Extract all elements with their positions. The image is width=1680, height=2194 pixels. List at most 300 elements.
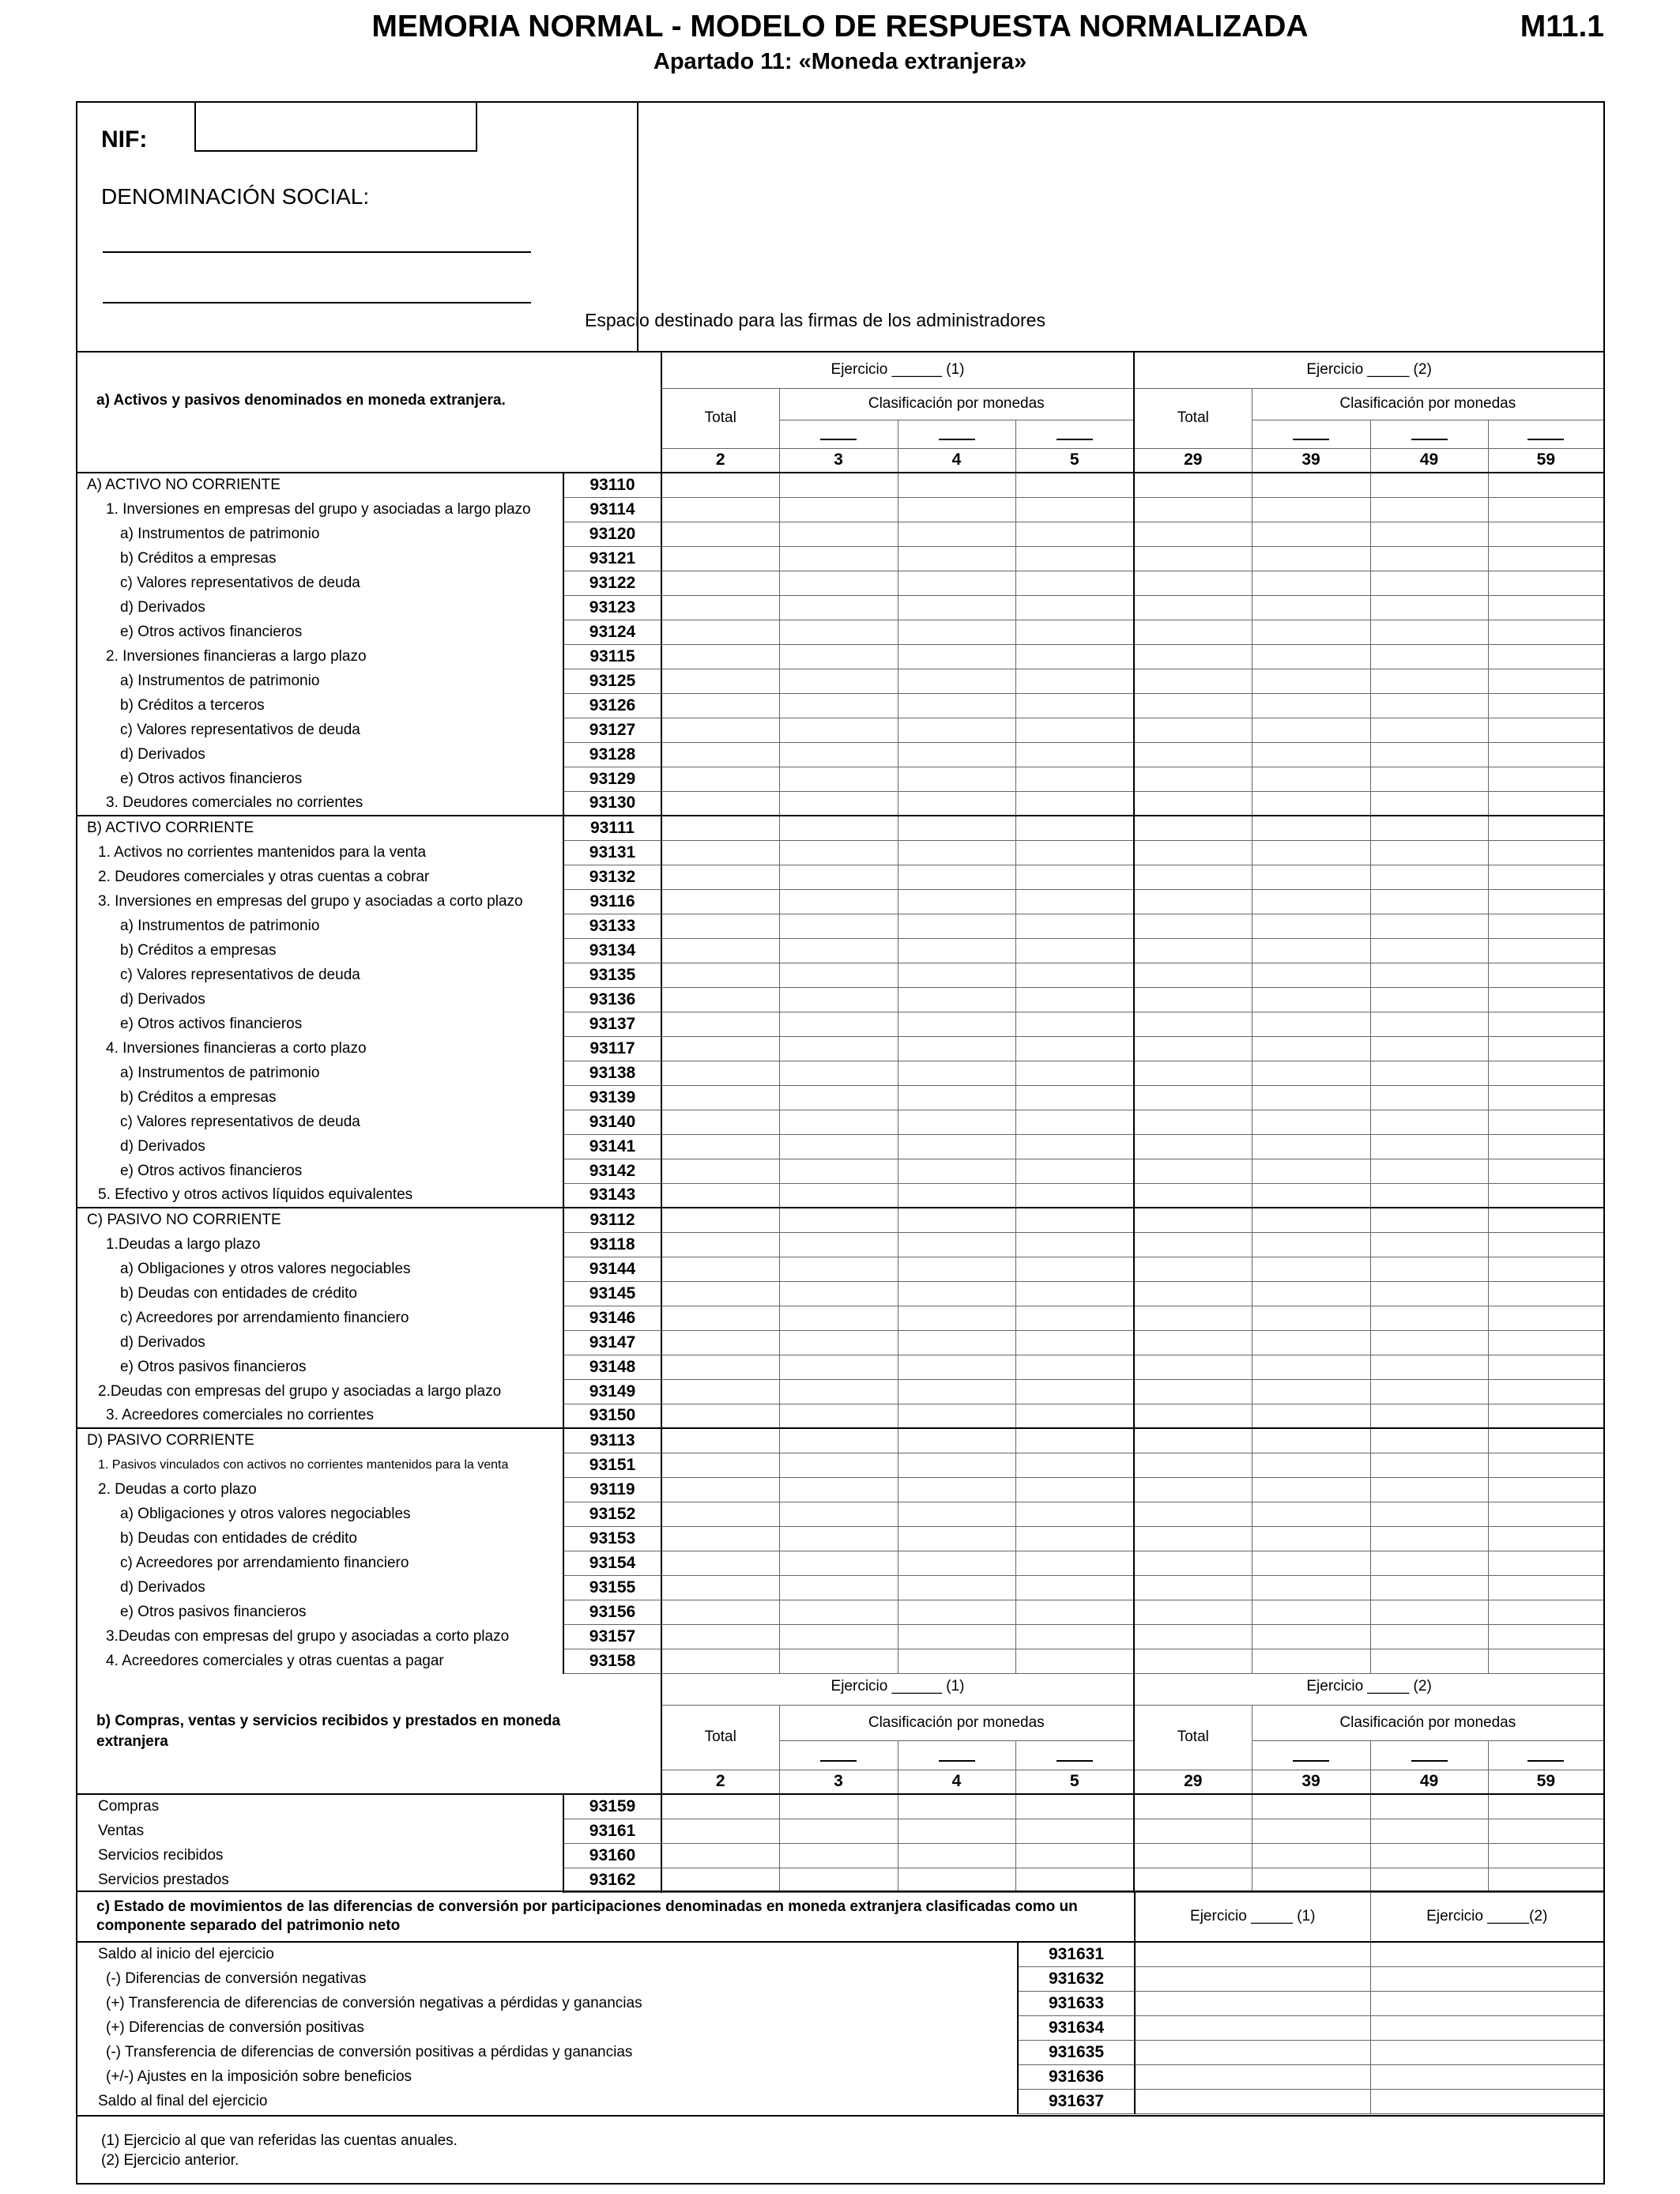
amount-input[interactable] bbox=[1370, 1330, 1488, 1355]
amount-input[interactable] bbox=[898, 1061, 1015, 1085]
amount-input[interactable] bbox=[1252, 1232, 1370, 1257]
amount-input[interactable] bbox=[661, 1794, 779, 1819]
amount-input[interactable] bbox=[1370, 620, 1488, 644]
amount-input[interactable] bbox=[1488, 1012, 1603, 1036]
amount-input[interactable] bbox=[1134, 1257, 1252, 1281]
amount-input[interactable] bbox=[898, 1868, 1015, 1892]
amount-input[interactable] bbox=[1015, 669, 1134, 693]
amount-input[interactable] bbox=[898, 914, 1015, 938]
amount-input[interactable] bbox=[1134, 963, 1252, 987]
amount-input[interactable] bbox=[1252, 1404, 1370, 1428]
amount-input[interactable] bbox=[779, 620, 898, 644]
amount-input[interactable] bbox=[661, 938, 779, 963]
amount-input[interactable] bbox=[661, 1526, 779, 1551]
amount-input[interactable] bbox=[1015, 1159, 1134, 1183]
amount-input[interactable] bbox=[1488, 1134, 1603, 1159]
amount-input[interactable] bbox=[1370, 1404, 1488, 1428]
amount-input[interactable] bbox=[1134, 938, 1252, 963]
amount-input[interactable] bbox=[898, 1134, 1015, 1159]
amount-input[interactable] bbox=[1370, 865, 1488, 889]
amount-input[interactable] bbox=[1015, 1453, 1134, 1477]
amount-input[interactable] bbox=[1015, 1404, 1134, 1428]
amount-input[interactable] bbox=[898, 1428, 1015, 1453]
amount-input[interactable] bbox=[1252, 865, 1370, 889]
amount-input[interactable] bbox=[1134, 816, 1252, 840]
amount-input[interactable] bbox=[898, 571, 1015, 595]
amount-input[interactable] bbox=[1015, 693, 1134, 718]
amount-input[interactable] bbox=[1252, 963, 1370, 987]
amount-input[interactable] bbox=[779, 693, 898, 718]
amount-input[interactable] bbox=[1015, 1110, 1134, 1134]
amount-input[interactable] bbox=[661, 1306, 779, 1330]
amount-input[interactable] bbox=[1252, 1526, 1370, 1551]
amount-input[interactable] bbox=[1488, 1159, 1603, 1183]
amount-input[interactable] bbox=[1134, 1819, 1252, 1843]
amount-input[interactable] bbox=[1134, 693, 1252, 718]
amount-input[interactable] bbox=[1488, 497, 1603, 522]
amount-input[interactable] bbox=[1015, 1134, 1134, 1159]
currency-blank[interactable] bbox=[1488, 420, 1603, 448]
amount-input[interactable] bbox=[1488, 1526, 1603, 1551]
currency-blank[interactable] bbox=[779, 420, 898, 448]
amount-input[interactable] bbox=[1135, 1966, 1370, 1991]
currency-blank[interactable] bbox=[1252, 420, 1370, 448]
amount-input[interactable] bbox=[1015, 1085, 1134, 1110]
amount-input[interactable] bbox=[779, 1110, 898, 1134]
amount-input[interactable] bbox=[661, 497, 779, 522]
amount-input[interactable] bbox=[898, 1600, 1015, 1624]
amount-input[interactable] bbox=[779, 1134, 898, 1159]
amount-input[interactable] bbox=[1370, 987, 1488, 1012]
amount-input[interactable] bbox=[1134, 914, 1252, 938]
amount-input[interactable] bbox=[779, 1819, 898, 1843]
amount-input[interactable] bbox=[661, 1281, 779, 1306]
amount-input[interactable] bbox=[1135, 2040, 1370, 2064]
amount-input[interactable] bbox=[898, 1012, 1015, 1036]
amount-input[interactable] bbox=[898, 1819, 1015, 1843]
amount-input[interactable] bbox=[1370, 1868, 1488, 1892]
amount-input[interactable] bbox=[1252, 1257, 1370, 1281]
amount-input[interactable] bbox=[1015, 1012, 1134, 1036]
amount-input[interactable] bbox=[1488, 889, 1603, 914]
amount-input[interactable] bbox=[661, 1600, 779, 1624]
amount-input[interactable] bbox=[1015, 1794, 1134, 1819]
amount-input[interactable] bbox=[898, 473, 1015, 497]
amount-input[interactable] bbox=[1488, 1183, 1603, 1208]
amount-input[interactable] bbox=[1015, 816, 1134, 840]
amount-input[interactable] bbox=[1252, 1477, 1370, 1502]
amount-input[interactable] bbox=[1488, 718, 1603, 742]
amount-input[interactable] bbox=[1370, 1183, 1488, 1208]
amount-input[interactable] bbox=[779, 1453, 898, 1477]
currency-blank[interactable] bbox=[1488, 1740, 1603, 1770]
amount-input[interactable] bbox=[1370, 1966, 1603, 1991]
amount-input[interactable] bbox=[661, 963, 779, 987]
amount-input[interactable] bbox=[1370, 1428, 1488, 1453]
amount-input[interactable] bbox=[1015, 522, 1134, 546]
amount-input[interactable] bbox=[1370, 1379, 1488, 1404]
amount-input[interactable] bbox=[1370, 1551, 1488, 1575]
amount-input[interactable] bbox=[661, 1183, 779, 1208]
amount-input[interactable] bbox=[1134, 791, 1252, 816]
amount-input[interactable] bbox=[779, 1159, 898, 1183]
nif-input[interactable] bbox=[194, 103, 477, 152]
amount-input[interactable] bbox=[1370, 1306, 1488, 1330]
amount-input[interactable] bbox=[779, 718, 898, 742]
amount-input[interactable] bbox=[661, 1355, 779, 1379]
amount-input[interactable] bbox=[661, 1110, 779, 1134]
amount-input[interactable] bbox=[898, 1306, 1015, 1330]
amount-input[interactable] bbox=[779, 914, 898, 938]
amount-input[interactable] bbox=[898, 889, 1015, 914]
amount-input[interactable] bbox=[1370, 1526, 1488, 1551]
amount-input[interactable] bbox=[898, 644, 1015, 669]
amount-input[interactable] bbox=[1488, 987, 1603, 1012]
currency-blank[interactable] bbox=[898, 420, 1015, 448]
amount-input[interactable] bbox=[1134, 987, 1252, 1012]
amount-input[interactable] bbox=[898, 1281, 1015, 1306]
amount-input[interactable] bbox=[898, 963, 1015, 987]
amount-input[interactable] bbox=[898, 522, 1015, 546]
amount-input[interactable] bbox=[1015, 1183, 1134, 1208]
amount-input[interactable] bbox=[1015, 1600, 1134, 1624]
amount-input[interactable] bbox=[1135, 2089, 1370, 2113]
amount-input[interactable] bbox=[1488, 1281, 1603, 1306]
amount-input[interactable] bbox=[661, 865, 779, 889]
amount-input[interactable] bbox=[1015, 1208, 1134, 1232]
amount-input[interactable] bbox=[1015, 718, 1134, 742]
amount-input[interactable] bbox=[1370, 1232, 1488, 1257]
amount-input[interactable] bbox=[661, 644, 779, 669]
amount-input[interactable] bbox=[1252, 497, 1370, 522]
amount-input[interactable] bbox=[1488, 1330, 1603, 1355]
amount-input[interactable] bbox=[779, 1012, 898, 1036]
amount-input[interactable] bbox=[1134, 1281, 1252, 1306]
amount-input[interactable] bbox=[1015, 595, 1134, 620]
amount-input[interactable] bbox=[1252, 473, 1370, 497]
amount-input[interactable] bbox=[1134, 865, 1252, 889]
amount-input[interactable] bbox=[898, 620, 1015, 644]
amount-input[interactable] bbox=[1252, 1330, 1370, 1355]
amount-input[interactable] bbox=[661, 1551, 779, 1575]
amount-input[interactable] bbox=[1252, 1624, 1370, 1649]
amount-input[interactable] bbox=[1488, 816, 1603, 840]
amount-input[interactable] bbox=[779, 522, 898, 546]
amount-input[interactable] bbox=[1370, 718, 1488, 742]
amount-input[interactable] bbox=[1015, 1868, 1134, 1892]
amount-input[interactable] bbox=[661, 1330, 779, 1355]
amount-input[interactable] bbox=[1370, 693, 1488, 718]
amount-input[interactable] bbox=[661, 1453, 779, 1477]
currency-blank[interactable] bbox=[1015, 420, 1134, 448]
amount-input[interactable] bbox=[1488, 1208, 1603, 1232]
amount-input[interactable] bbox=[1015, 938, 1134, 963]
amount-input[interactable] bbox=[1488, 1085, 1603, 1110]
amount-input[interactable] bbox=[1370, 1453, 1488, 1477]
amount-input[interactable] bbox=[661, 473, 779, 497]
amount-input[interactable] bbox=[1134, 1624, 1252, 1649]
amount-input[interactable] bbox=[779, 1355, 898, 1379]
amount-input[interactable] bbox=[661, 620, 779, 644]
amount-input[interactable] bbox=[1370, 571, 1488, 595]
amount-input[interactable] bbox=[1135, 1942, 1370, 1966]
amount-input[interactable] bbox=[1134, 1575, 1252, 1600]
amount-input[interactable] bbox=[898, 1355, 1015, 1379]
amount-input[interactable] bbox=[1370, 889, 1488, 914]
amount-input[interactable] bbox=[779, 1502, 898, 1526]
amount-input[interactable] bbox=[1134, 767, 1252, 791]
amount-input[interactable] bbox=[1252, 546, 1370, 571]
amount-input[interactable] bbox=[1488, 963, 1603, 987]
amount-input[interactable] bbox=[1134, 522, 1252, 546]
amount-input[interactable] bbox=[779, 865, 898, 889]
amount-input[interactable] bbox=[661, 693, 779, 718]
amount-input[interactable] bbox=[1252, 1012, 1370, 1036]
amount-input[interactable] bbox=[1488, 1819, 1603, 1843]
amount-input[interactable] bbox=[1488, 693, 1603, 718]
amount-input[interactable] bbox=[1134, 1843, 1252, 1868]
amount-input[interactable] bbox=[1370, 767, 1488, 791]
amount-input[interactable] bbox=[1252, 595, 1370, 620]
amount-input[interactable] bbox=[661, 889, 779, 914]
amount-input[interactable] bbox=[1370, 742, 1488, 767]
amount-input[interactable] bbox=[898, 1794, 1015, 1819]
amount-input[interactable] bbox=[1370, 1208, 1488, 1232]
amount-input[interactable] bbox=[1488, 1428, 1603, 1453]
amount-input[interactable] bbox=[661, 840, 779, 865]
amount-input[interactable] bbox=[779, 791, 898, 816]
amount-input[interactable] bbox=[1252, 1208, 1370, 1232]
amount-input[interactable] bbox=[1134, 571, 1252, 595]
amount-input[interactable] bbox=[1370, 938, 1488, 963]
amount-input[interactable] bbox=[1252, 644, 1370, 669]
amount-input[interactable] bbox=[1015, 1819, 1134, 1843]
amount-input[interactable] bbox=[1370, 1036, 1488, 1061]
amount-input[interactable] bbox=[1134, 1428, 1252, 1453]
amount-input[interactable] bbox=[1370, 963, 1488, 987]
amount-input[interactable] bbox=[1015, 1551, 1134, 1575]
amount-input[interactable] bbox=[1252, 1159, 1370, 1183]
amount-input[interactable] bbox=[1370, 497, 1488, 522]
amount-input[interactable] bbox=[898, 1183, 1015, 1208]
amount-input[interactable] bbox=[1134, 1502, 1252, 1526]
amount-input[interactable] bbox=[1252, 914, 1370, 938]
amount-input[interactable] bbox=[779, 1330, 898, 1355]
amount-input[interactable] bbox=[779, 816, 898, 840]
amount-input[interactable] bbox=[898, 767, 1015, 791]
amount-input[interactable] bbox=[661, 1819, 779, 1843]
amount-input[interactable] bbox=[1252, 1868, 1370, 1892]
amount-input[interactable] bbox=[661, 1868, 779, 1892]
amount-input[interactable] bbox=[898, 718, 1015, 742]
amount-input[interactable] bbox=[1488, 1600, 1603, 1624]
amount-input[interactable] bbox=[779, 1600, 898, 1624]
amount-input[interactable] bbox=[1488, 1306, 1603, 1330]
amount-input[interactable] bbox=[779, 767, 898, 791]
amount-input[interactable] bbox=[898, 1085, 1015, 1110]
amount-input[interactable] bbox=[1370, 2040, 1603, 2064]
amount-input[interactable] bbox=[898, 1159, 1015, 1183]
amount-input[interactable] bbox=[1015, 1306, 1134, 1330]
amount-input[interactable] bbox=[1015, 620, 1134, 644]
amount-input[interactable] bbox=[1134, 1330, 1252, 1355]
amount-input[interactable] bbox=[898, 938, 1015, 963]
amount-input[interactable] bbox=[1488, 1794, 1603, 1819]
amount-input[interactable] bbox=[1252, 571, 1370, 595]
amount-input[interactable] bbox=[1370, 473, 1488, 497]
amount-input[interactable] bbox=[661, 791, 779, 816]
amount-input[interactable] bbox=[1015, 1232, 1134, 1257]
amount-input[interactable] bbox=[1134, 1110, 1252, 1134]
amount-input[interactable] bbox=[1488, 865, 1603, 889]
amount-input[interactable] bbox=[1252, 1085, 1370, 1110]
amount-input[interactable] bbox=[1488, 1551, 1603, 1575]
amount-input[interactable] bbox=[1488, 1624, 1603, 1649]
amount-input[interactable] bbox=[661, 1477, 779, 1502]
amount-input[interactable] bbox=[661, 718, 779, 742]
amount-input[interactable] bbox=[1370, 1600, 1488, 1624]
amount-input[interactable] bbox=[1252, 1819, 1370, 1843]
amount-input[interactable] bbox=[1134, 742, 1252, 767]
amount-input[interactable] bbox=[1135, 2064, 1370, 2089]
amount-input[interactable] bbox=[1015, 571, 1134, 595]
amount-input[interactable] bbox=[661, 1085, 779, 1110]
amount-input[interactable] bbox=[898, 865, 1015, 889]
amount-input[interactable] bbox=[1370, 1819, 1488, 1843]
amount-input[interactable] bbox=[1370, 522, 1488, 546]
amount-input[interactable] bbox=[1252, 1183, 1370, 1208]
amount-input[interactable] bbox=[1488, 620, 1603, 644]
amount-input[interactable] bbox=[1134, 1379, 1252, 1404]
amount-input[interactable] bbox=[1134, 1134, 1252, 1159]
amount-input[interactable] bbox=[1252, 1502, 1370, 1526]
amount-input[interactable] bbox=[1252, 1379, 1370, 1404]
amount-input[interactable] bbox=[1252, 620, 1370, 644]
amount-input[interactable] bbox=[898, 693, 1015, 718]
amount-input[interactable] bbox=[1370, 2064, 1603, 2089]
amount-input[interactable] bbox=[898, 1526, 1015, 1551]
amount-input[interactable] bbox=[898, 1477, 1015, 1502]
amount-input[interactable] bbox=[1252, 1551, 1370, 1575]
amount-input[interactable] bbox=[1370, 1843, 1488, 1868]
amount-input[interactable] bbox=[661, 1379, 779, 1404]
amount-input[interactable] bbox=[898, 840, 1015, 865]
amount-input[interactable] bbox=[1370, 1942, 1603, 1966]
amount-input[interactable] bbox=[1134, 1036, 1252, 1061]
amount-input[interactable] bbox=[661, 1624, 779, 1649]
amount-input[interactable] bbox=[779, 1843, 898, 1868]
amount-input[interactable] bbox=[1370, 1355, 1488, 1379]
amount-input[interactable] bbox=[1134, 1600, 1252, 1624]
amount-input[interactable] bbox=[898, 1232, 1015, 1257]
amount-input[interactable] bbox=[1252, 1036, 1370, 1061]
amount-input[interactable] bbox=[1488, 791, 1603, 816]
amount-input[interactable] bbox=[1134, 718, 1252, 742]
amount-input[interactable] bbox=[1370, 1477, 1488, 1502]
amount-input[interactable] bbox=[1015, 840, 1134, 865]
amount-input[interactable] bbox=[1015, 791, 1134, 816]
amount-input[interactable] bbox=[1252, 1600, 1370, 1624]
amount-input[interactable] bbox=[1370, 1159, 1488, 1183]
amount-input[interactable] bbox=[1015, 1624, 1134, 1649]
amount-input[interactable] bbox=[779, 1232, 898, 1257]
amount-input[interactable] bbox=[779, 1551, 898, 1575]
amount-input[interactable] bbox=[898, 1843, 1015, 1868]
amount-input[interactable] bbox=[1015, 1257, 1134, 1281]
amount-input[interactable] bbox=[1370, 669, 1488, 693]
amount-input[interactable] bbox=[779, 571, 898, 595]
amount-input[interactable] bbox=[1015, 914, 1134, 938]
amount-input[interactable] bbox=[779, 1575, 898, 1600]
amount-input[interactable] bbox=[1488, 571, 1603, 595]
amount-input[interactable] bbox=[661, 1257, 779, 1281]
amount-input[interactable] bbox=[1252, 987, 1370, 1012]
amount-input[interactable] bbox=[1252, 1453, 1370, 1477]
amount-input[interactable] bbox=[1488, 1036, 1603, 1061]
denominacion-line-2[interactable] bbox=[103, 302, 531, 303]
amount-input[interactable] bbox=[1370, 1257, 1488, 1281]
amount-input[interactable] bbox=[1134, 669, 1252, 693]
amount-input[interactable] bbox=[661, 914, 779, 938]
amount-input[interactable] bbox=[898, 669, 1015, 693]
amount-input[interactable] bbox=[661, 546, 779, 571]
amount-input[interactable] bbox=[1015, 865, 1134, 889]
amount-input[interactable] bbox=[1488, 938, 1603, 963]
amount-input[interactable] bbox=[898, 1036, 1015, 1061]
amount-input[interactable] bbox=[1252, 522, 1370, 546]
amount-input[interactable] bbox=[1134, 1012, 1252, 1036]
amount-input[interactable] bbox=[779, 497, 898, 522]
amount-input[interactable] bbox=[779, 987, 898, 1012]
amount-input[interactable] bbox=[1252, 791, 1370, 816]
amount-input[interactable] bbox=[1252, 1061, 1370, 1085]
amount-input[interactable] bbox=[1370, 2015, 1603, 2040]
amount-input[interactable] bbox=[1488, 669, 1603, 693]
amount-input[interactable] bbox=[1370, 791, 1488, 816]
amount-input[interactable] bbox=[1134, 644, 1252, 669]
amount-input[interactable] bbox=[1015, 1575, 1134, 1600]
amount-input[interactable] bbox=[1134, 1794, 1252, 1819]
amount-input[interactable] bbox=[1370, 816, 1488, 840]
amount-input[interactable] bbox=[779, 742, 898, 767]
amount-input[interactable] bbox=[1370, 1624, 1488, 1649]
amount-input[interactable] bbox=[1252, 742, 1370, 767]
amount-input[interactable] bbox=[1134, 546, 1252, 571]
amount-input[interactable] bbox=[1134, 889, 1252, 914]
amount-input[interactable] bbox=[1252, 889, 1370, 914]
currency-blank[interactable] bbox=[898, 1740, 1015, 1770]
amount-input[interactable] bbox=[1252, 1306, 1370, 1330]
amount-input[interactable] bbox=[779, 644, 898, 669]
amount-input[interactable] bbox=[1134, 1306, 1252, 1330]
amount-input[interactable] bbox=[898, 816, 1015, 840]
amount-input[interactable] bbox=[1488, 1379, 1603, 1404]
amount-input[interactable] bbox=[1370, 1085, 1488, 1110]
amount-input[interactable] bbox=[1370, 1794, 1488, 1819]
amount-input[interactable] bbox=[898, 1379, 1015, 1404]
amount-input[interactable] bbox=[779, 963, 898, 987]
amount-input[interactable] bbox=[1134, 1551, 1252, 1575]
amount-input[interactable] bbox=[661, 816, 779, 840]
amount-input[interactable] bbox=[898, 1110, 1015, 1134]
amount-input[interactable] bbox=[1252, 1355, 1370, 1379]
amount-input[interactable] bbox=[661, 1428, 779, 1453]
amount-input[interactable] bbox=[1252, 1110, 1370, 1134]
amount-input[interactable] bbox=[1134, 497, 1252, 522]
amount-input[interactable] bbox=[898, 987, 1015, 1012]
amount-input[interactable] bbox=[1488, 742, 1603, 767]
amount-input[interactable] bbox=[661, 767, 779, 791]
